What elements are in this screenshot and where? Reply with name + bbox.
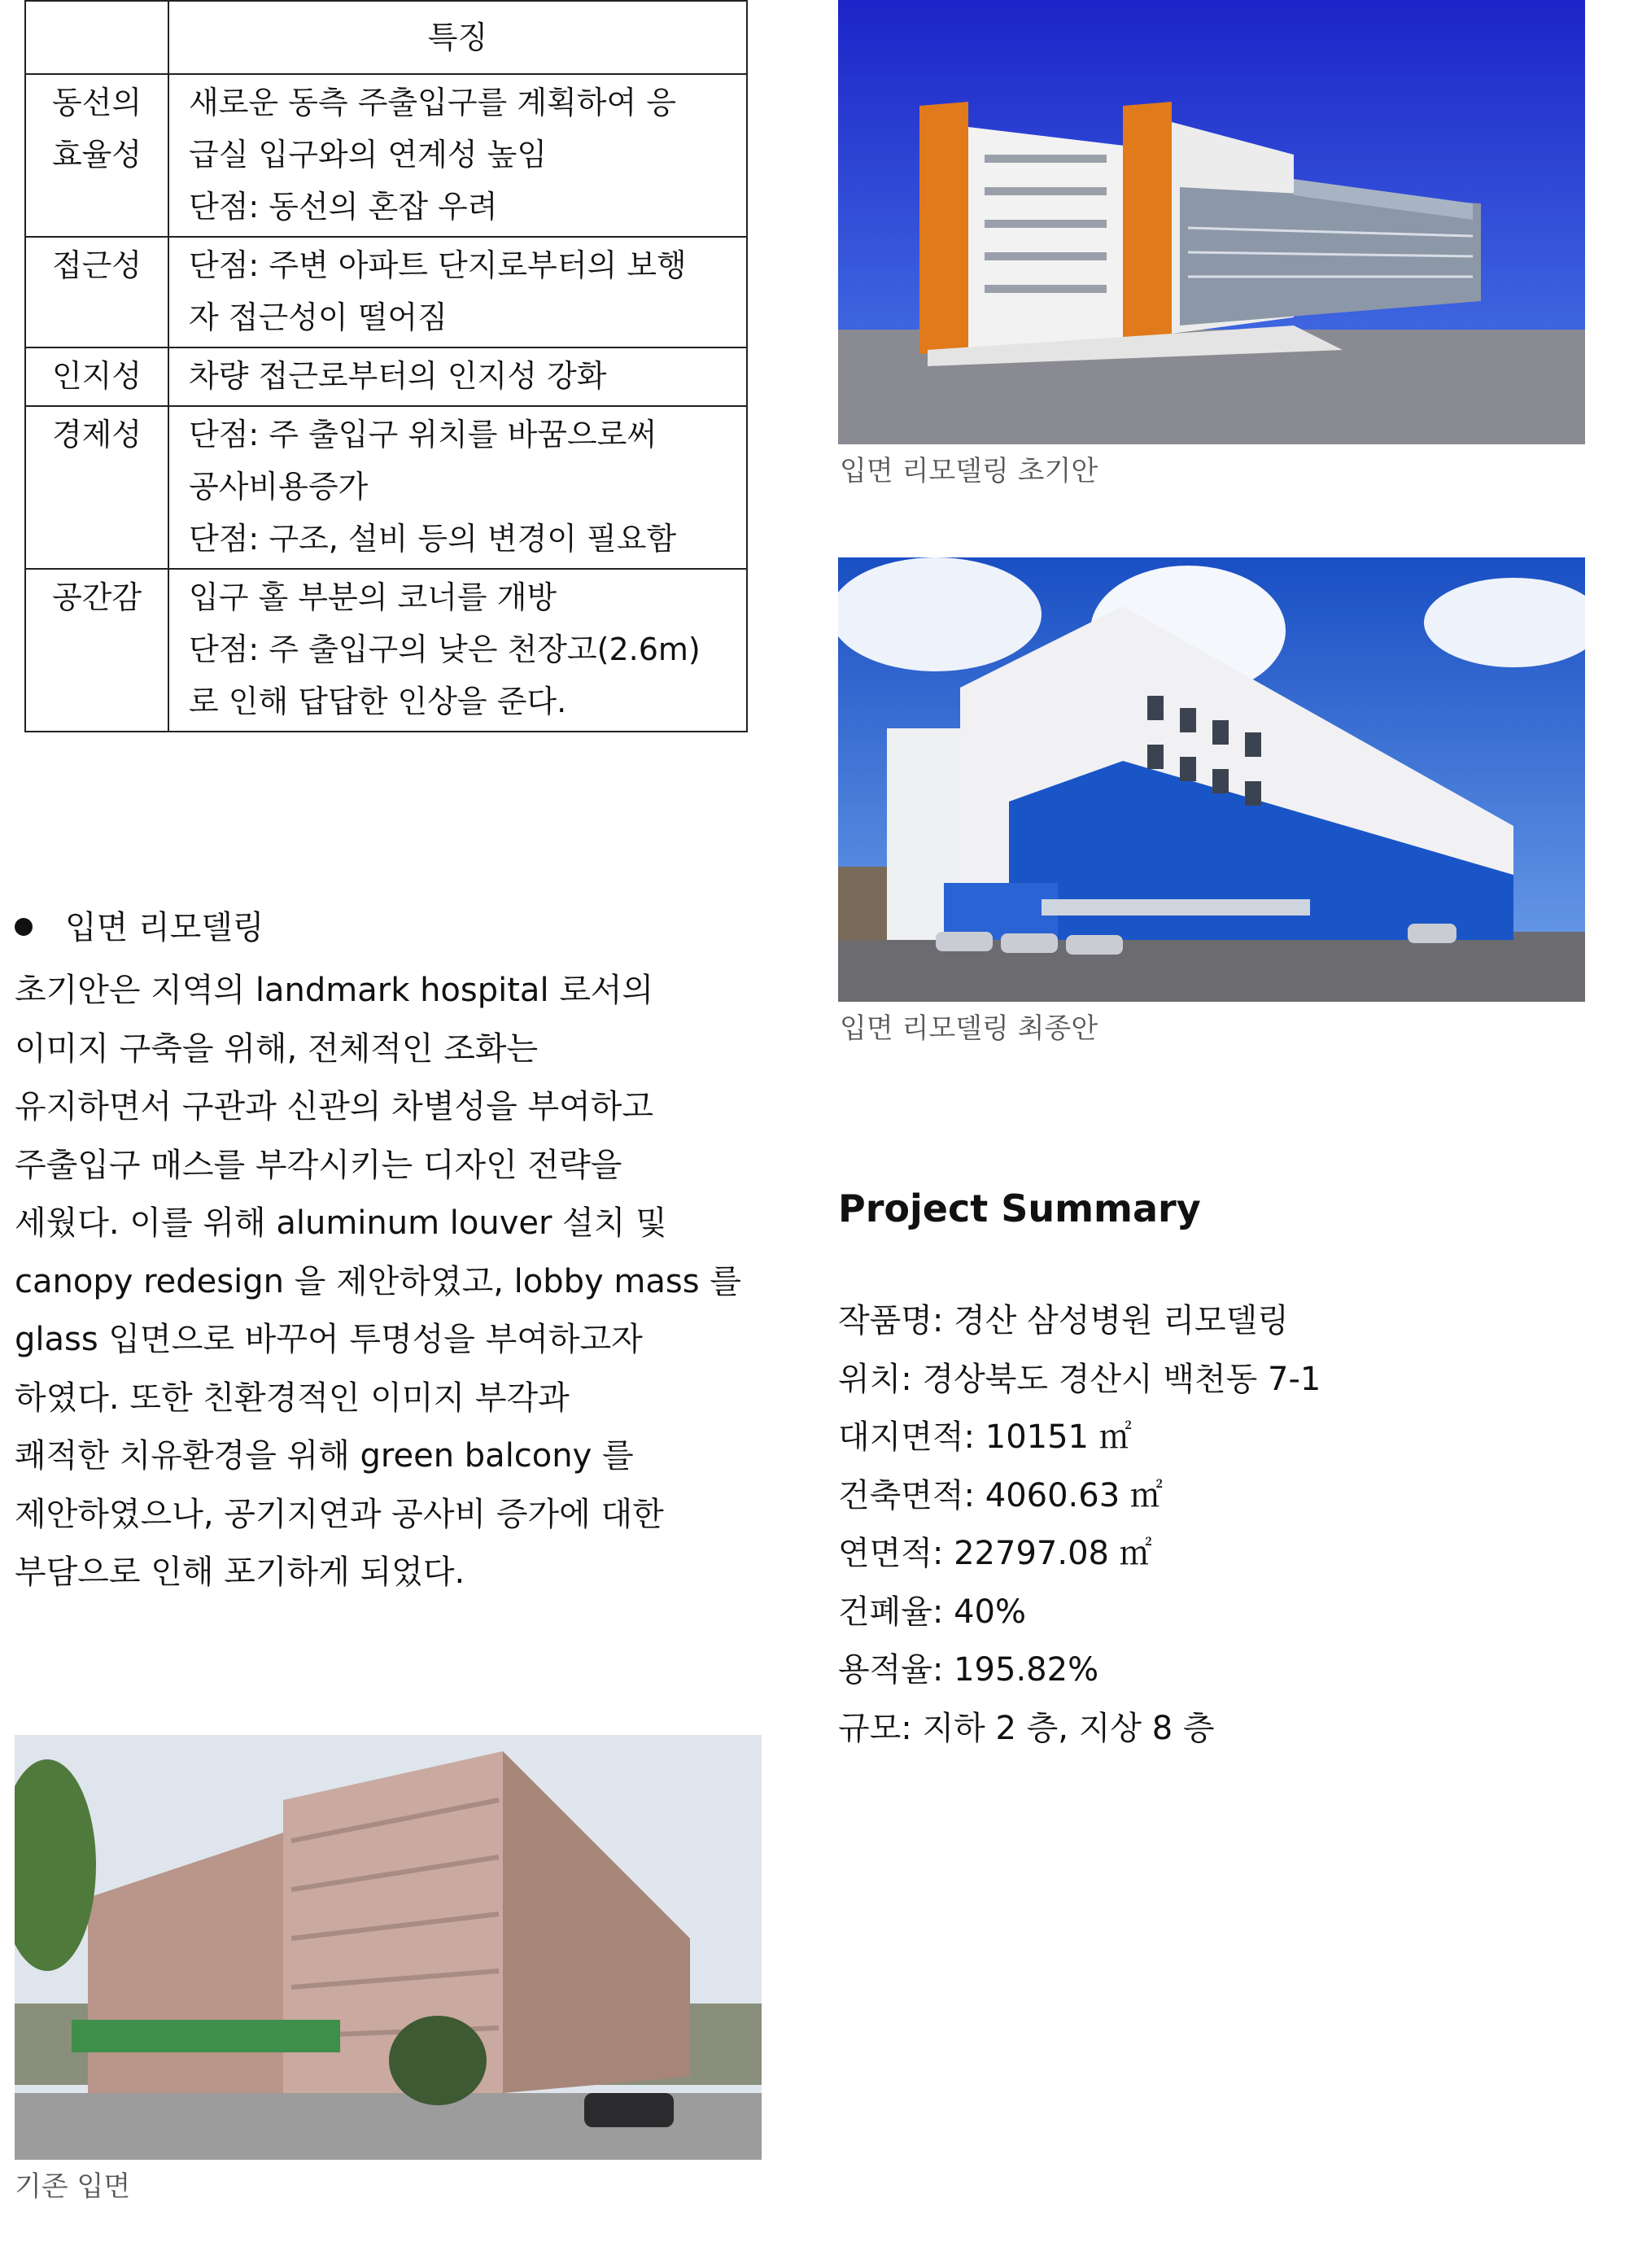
existing-facade-image	[15, 1735, 762, 2160]
summary-item: 대지면적: 10151 ㎡	[838, 1418, 1132, 1456]
row-description	[168, 74, 747, 237]
paragraph-line: 제안하였으나, 공기지연과 공사비 증가에 대한	[15, 1495, 664, 1533]
description-line: 단점: 동선의 혼잡 우려	[189, 189, 498, 225]
summary-item: 용적율: 195.82%	[838, 1651, 1099, 1689]
description-line: 자 접근성이 떨어짐	[189, 299, 448, 335]
description-line: 공사비용증가	[189, 469, 369, 505]
paragraph-line: 이미지 구축을 위해, 전체적인 조화는	[15, 1029, 539, 1068]
description-line: 단점: 주변 아파트 단지로부터의 보행	[189, 247, 687, 283]
description-line: 차량 접근로부터의 인지성 강화	[189, 358, 607, 394]
summary-item: 연면적: 22797.08 ㎡	[838, 1535, 1152, 1572]
table-header-empty	[25, 1, 168, 74]
summary-item: 규모: 지하 2 층, 지상 8 층	[838, 1709, 1215, 1747]
summary-item: 위치: 경상북도 경산시 백천동 7-1	[838, 1360, 1321, 1398]
final-render-caption: 입면 리모델링 최종안	[840, 1012, 1098, 1045]
description-line: 급실 입구와의 연계성 높임	[189, 137, 548, 173]
table-row	[25, 406, 747, 569]
paragraph-line: 부담으로 인해 포기하게 되었다.	[15, 1554, 465, 1591]
category-text: 동선의 효율성	[51, 85, 142, 173]
table-row	[25, 74, 747, 237]
description-line: 단점: 주 출입구 위치를 바꿈으로써	[189, 417, 657, 452]
row-category: 인지성	[25, 347, 168, 406]
row-category: 경제성	[25, 406, 168, 569]
table-header-feature: 특징	[168, 1, 747, 74]
paragraph-line: 하였다. 또한 친환경적인 이미지 부각과	[15, 1379, 570, 1417]
section-heading	[15, 903, 264, 952]
summary-item: 건폐율: 40%	[838, 1593, 1027, 1631]
initial-render-image	[838, 0, 1585, 444]
table-header-row	[25, 1, 747, 74]
description-line: 로 인해 답답한 인상을 준다.	[189, 684, 567, 719]
paragraph-line: 초기안은 지역의 landmark hospital 로서의	[15, 972, 654, 1009]
summary-list	[838, 1292, 1321, 1758]
row-category: 공간감	[25, 569, 168, 732]
table-row	[25, 237, 747, 347]
row-description	[168, 406, 747, 569]
feature-table	[24, 0, 748, 732]
row-description	[168, 347, 747, 406]
table-row	[25, 347, 747, 406]
paragraph-line: glass 입면으로 바꾸어 투명성을 부여하고자	[15, 1321, 643, 1358]
bullet-icon	[15, 918, 33, 936]
paragraph-line: 유지하면서 구관과 신관의 차별성을 부여하고	[15, 1088, 654, 1125]
summary-item: 건축면적: 4060.63 ㎡	[838, 1476, 1163, 1514]
description-line: 새로운 동측 주출입구를 계획하여 응	[189, 85, 676, 120]
table-row	[25, 569, 747, 732]
section-heading-text: 입면 리모델링	[65, 909, 264, 946]
paragraph-line: 주출입구 매스를 부각시키는 디자인 전략을	[15, 1146, 622, 1184]
existing-facade-caption: 기존 입면	[15, 2170, 131, 2203]
summary-title: Project Summary	[838, 1186, 1201, 1230]
row-description	[168, 569, 747, 732]
row-category: 접근성	[25, 237, 168, 347]
initial-render-caption: 입면 리모델링 초기안	[840, 455, 1098, 487]
summary-item: 작품명: 경산 삼성병원 리모델링	[838, 1302, 1289, 1339]
paragraph-line: 쾌적한 치유환경을 위해 green balcony 를	[15, 1437, 634, 1475]
paragraph-line: canopy redesign 을 제안하였고, lobby mass 를	[15, 1262, 741, 1300]
row-description	[168, 237, 747, 347]
final-render-image	[838, 557, 1585, 1002]
description-line: 단점: 주 출입구의 낮은 천장고(2.6m)	[189, 631, 701, 667]
description-line: 입구 홀 부분의 코너를 개방	[189, 579, 557, 615]
section-paragraph	[15, 962, 763, 1602]
paragraph-line: 세웠다. 이를 위해 aluminum louver 설치 및	[15, 1204, 667, 1242]
row-category	[25, 74, 168, 237]
description-line: 단점: 구조, 설비 등의 변경이 필요함	[189, 521, 677, 557]
